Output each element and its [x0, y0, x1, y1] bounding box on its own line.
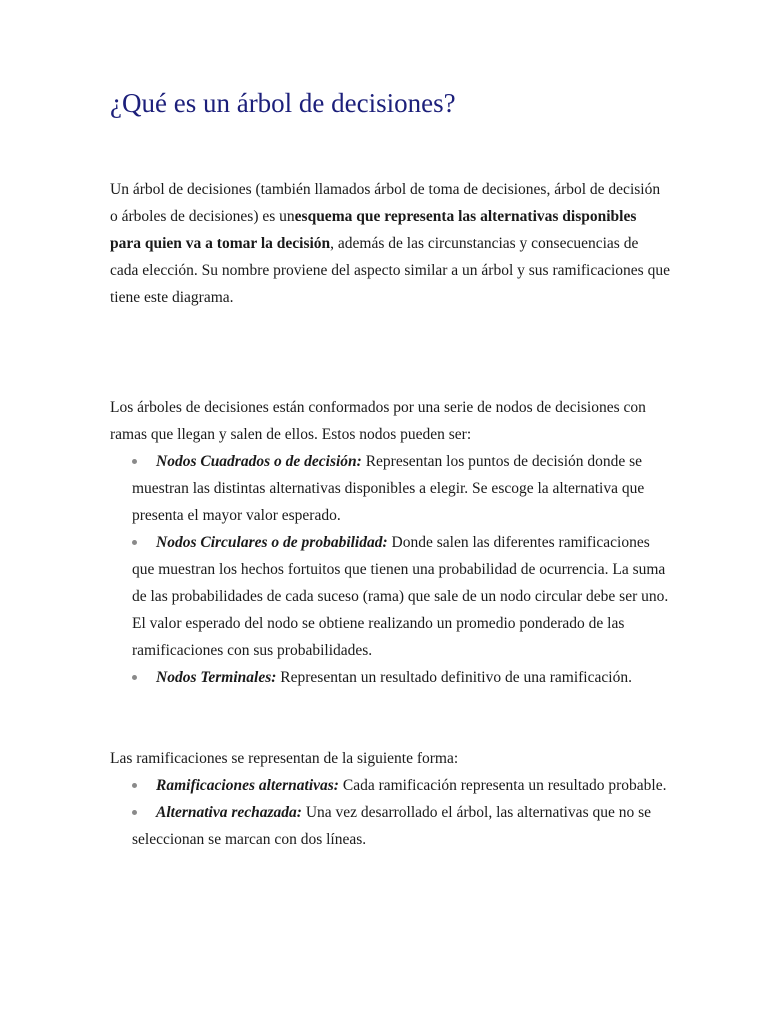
bullet-icon — [132, 675, 137, 680]
list-item-term: Nodos Circulares o de probabilidad: — [156, 534, 388, 551]
page-title: ¿Qué es un árbol de decisiones? — [110, 88, 456, 118]
list-item — [110, 772, 670, 799]
list-item-term: Nodos Cuadrados o de decisión: — [156, 453, 362, 470]
branches-intro-paragraph: Las ramificaciones se representan de la siguiente forma: — [110, 750, 459, 767]
list-item — [110, 529, 670, 664]
list-item-term: Nodos Terminales: — [156, 669, 277, 686]
node-types-list — [110, 448, 670, 691]
intro-text-end: , además de las circunstancias y consecuencias de cada elección. Su nombre proviene del aspecto similar a un árbol y sus ramificaciones que tiene este diagrama. — [110, 235, 670, 306]
list-item-desc: Una vez desarrollado el árbol, las alternativas que no se seleccionan se marcan con dos líneas. — [132, 804, 652, 848]
list-item-desc: Donde salen las diferentes ramificaciones que muestran los hechos fortuitos que tienen una probabilidad de ocurrencia. La suma de las probabilidades de cada suceso (rama) que sale de un nodo circular debe ser uno. El valor esperado del nodo se obtiene realizando un promedio ponderado de las ramificaciones con sus probabilidades. — [132, 534, 669, 659]
bullet-icon — [132, 540, 137, 545]
bullet-icon — [132, 810, 137, 815]
list-item-desc: Representan los puntos de decisión donde se muestran las distintas alternativas disponibles a elegir. Se escoge la alternativa que presenta el mayor valor esperado. — [132, 453, 645, 524]
list-item-term: Ramificaciones alternativas: — [156, 777, 339, 794]
intro-bold-definition: esquema que representa las alternativas disponibles para quien va a tomar la decisión — [110, 208, 637, 252]
list-item — [110, 448, 670, 529]
list-item-term: Alternativa rechazada: — [156, 804, 302, 821]
nodes-intro-paragraph: Los árboles de decisiones están conformados por una serie de nodos de decisiones con ramas que llegan y salen de ellos. Estos nodos pueden ser: — [110, 399, 646, 443]
branch-types-list — [110, 772, 670, 853]
list-item-desc: Representan un resultado definitivo de una ramificación. — [276, 669, 632, 686]
intro-paragraph — [110, 176, 670, 311]
list-item — [110, 799, 670, 853]
bullet-icon — [132, 783, 137, 788]
list-item-desc: Cada ramificación representa un resultado probable. — [338, 777, 667, 794]
intro-text-start: Un árbol de decisiones (también llamados árbol de toma de decisiones, árbol de decisión o árboles de decisiones) es un — [110, 181, 661, 225]
bullet-icon — [132, 459, 137, 464]
list-item — [110, 664, 670, 691]
